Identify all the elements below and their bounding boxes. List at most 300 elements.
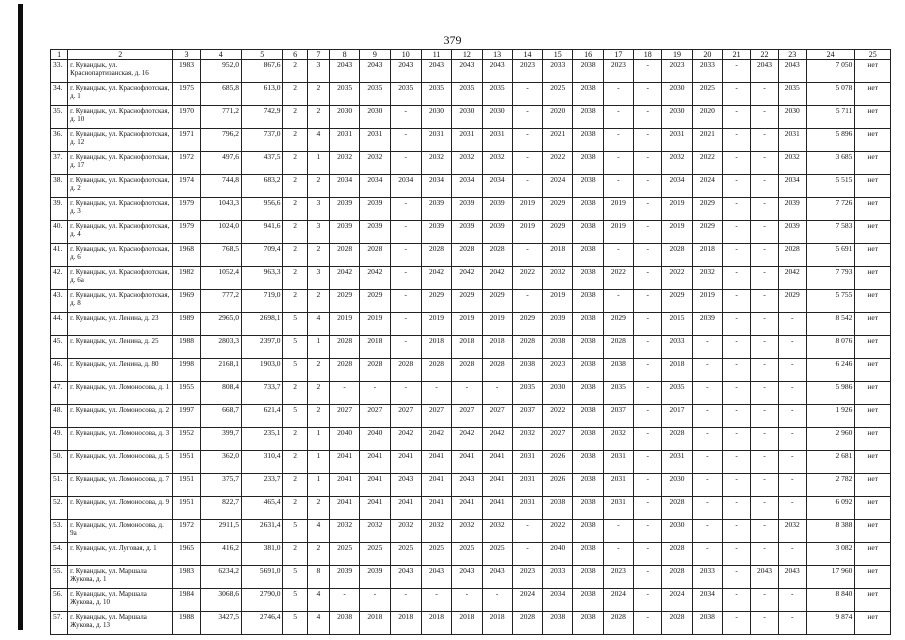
table-cell: 2028 (329, 244, 359, 267)
table-cell: 2015 (662, 313, 692, 336)
table-cell: 1 (307, 428, 329, 451)
table-cell: нет (855, 129, 891, 152)
table-cell: - (751, 244, 778, 267)
table-cell: 2038 (573, 520, 603, 543)
table-cell: 2027 (421, 405, 451, 428)
table-cell: - (723, 267, 751, 290)
table-cell: - (390, 382, 421, 405)
table-cell: 1 (307, 336, 329, 359)
table-cell: 2 (283, 267, 307, 290)
table-cell: 2038 (573, 451, 603, 474)
table-cell: 2043 (421, 60, 451, 83)
table-cell: 1998 (173, 359, 200, 382)
table-cell: - (751, 359, 778, 382)
table-cell: 2024 (662, 589, 692, 612)
table-cell: - (723, 497, 751, 520)
table-cell: - (603, 106, 633, 129)
table-cell: 2028 (390, 359, 421, 382)
table-cell: - (692, 359, 722, 382)
table-cell: 2035 (360, 83, 390, 106)
table-cell: 5 (283, 313, 307, 336)
scan-edge-bar (18, 4, 23, 630)
table-cell: - (634, 129, 662, 152)
table-cell: - (512, 83, 542, 106)
table-cell: 1983 (173, 60, 200, 83)
address-cell: г. Кувандык, ул. Краснофлотская, д. 4 (68, 221, 173, 244)
table-cell: 416,2 (200, 543, 241, 566)
row-number-cell: 38. (51, 175, 68, 198)
table-cell: 2025 (452, 543, 482, 566)
row-number-cell: 48. (51, 405, 68, 428)
table-cell: - (751, 382, 778, 405)
table-cell: 2031 (512, 497, 542, 520)
table-cell: 2029 (452, 290, 482, 313)
address-cell: г. Кувандык, ул. Маршала Жукова, д. 10 (68, 589, 173, 612)
table-cell: - (723, 566, 751, 589)
table-cell: 2038 (573, 175, 603, 198)
table-cell: 613,0 (242, 83, 283, 106)
table-cell: 3 (307, 221, 329, 244)
table-row (51, 290, 891, 313)
table-cell: 952,0 (200, 60, 241, 83)
table-cell: 2038 (573, 313, 603, 336)
table-cell: 2041 (360, 474, 390, 497)
table-cell: 2035 (603, 382, 633, 405)
table-cell: 2032 (692, 267, 722, 290)
address-cell: г. Кувандык, ул. Ленина, д. 25 (68, 336, 173, 359)
table-cell: нет (855, 221, 891, 244)
table-cell: - (634, 359, 662, 382)
table-cell: 1983 (173, 566, 200, 589)
table-cell: 2028 (778, 244, 806, 267)
table-cell: - (512, 175, 542, 198)
table-cell: - (390, 336, 421, 359)
table-cell: 822,7 (200, 497, 241, 520)
column-number-cell: 25 (855, 50, 891, 60)
table-cell: 2043 (452, 566, 482, 589)
table-cell: - (390, 129, 421, 152)
table-cell: - (778, 543, 806, 566)
table-cell: 685,8 (200, 83, 241, 106)
table-cell: 17 960 (806, 566, 855, 589)
table-cell: 2043 (778, 60, 806, 83)
column-number-cell: 7 (307, 50, 329, 60)
table-cell: 2022 (543, 405, 573, 428)
row-number-cell: 55. (51, 566, 68, 589)
table-cell: 2035 (778, 83, 806, 106)
row-number-cell: 57. (51, 612, 68, 635)
table-cell: - (723, 451, 751, 474)
table-cell: 2039 (360, 221, 390, 244)
table-cell: 2039 (421, 221, 451, 244)
table-cell: 2035 (452, 83, 482, 106)
table-cell: 465,4 (242, 497, 283, 520)
table-cell: 1052,4 (200, 267, 241, 290)
table-cell: 2397,0 (242, 336, 283, 359)
table-cell: 2017 (662, 405, 692, 428)
address-cell: г. Кувандык, ул. Краснофлотская, д. 6 (68, 244, 173, 267)
table-cell: - (751, 106, 778, 129)
table-cell: - (603, 520, 633, 543)
table-cell: - (751, 451, 778, 474)
table-cell: - (634, 175, 662, 198)
table-cell: 2018 (482, 612, 512, 635)
table-cell: 1 (307, 152, 329, 175)
table-cell: 2028 (512, 336, 542, 359)
table-row (51, 175, 891, 198)
table-cell: - (778, 451, 806, 474)
table-cell: нет (855, 589, 891, 612)
table-cell: - (723, 198, 751, 221)
table-cell: - (692, 520, 722, 543)
table-cell: 2027 (543, 428, 573, 451)
table-cell: 2041 (452, 497, 482, 520)
table-row (51, 543, 891, 566)
table-cell: 2038 (573, 382, 603, 405)
address-cell: г. Кувандык, ул. Ленина, д. 80 (68, 359, 173, 382)
table-row (51, 382, 891, 405)
table-cell: 2043 (452, 60, 482, 83)
table-cell: нет (855, 474, 891, 497)
table-cell: - (751, 129, 778, 152)
table-cell: 2039 (329, 221, 359, 244)
row-number-cell: 39. (51, 198, 68, 221)
table-cell: 2042 (482, 428, 512, 451)
table-cell: - (778, 474, 806, 497)
table-cell: 668,7 (200, 405, 241, 428)
table-cell: 9 874 (806, 612, 855, 635)
table-cell: 2041 (329, 497, 359, 520)
row-number-cell: 44. (51, 313, 68, 336)
table-cell: 2031 (329, 129, 359, 152)
table-cell: 2 (307, 405, 329, 428)
table-cell: - (778, 359, 806, 382)
table-cell: 2032 (329, 152, 359, 175)
column-number-cell: 24 (806, 50, 855, 60)
table-cell: - (692, 497, 722, 520)
table-cell: - (634, 497, 662, 520)
table-cell: 2031 (512, 474, 542, 497)
table-cell: - (751, 336, 778, 359)
address-cell: г. Кувандык, ул. Ломоносова, д. 1 (68, 382, 173, 405)
table-cell: нет (855, 60, 891, 83)
table-cell: 2031 (482, 129, 512, 152)
address-cell: г. Кувандык, ул. Ленина, д. 23 (68, 313, 173, 336)
table-cell: 2042 (482, 267, 512, 290)
table-cell: 2018 (421, 336, 451, 359)
table-cell: 2033 (692, 60, 722, 83)
table-cell: 2 (307, 106, 329, 129)
table-cell: - (634, 612, 662, 635)
table-cell: 2042 (421, 428, 451, 451)
address-cell: г. Кувандык, ул. Краснофлотская, д. 6а (68, 267, 173, 290)
table-cell: 8 (307, 566, 329, 589)
table-cell: 2038 (573, 106, 603, 129)
table-cell: 2031 (603, 474, 633, 497)
address-cell: г. Кувандык, ул. Краснофлотская, д. 8 (68, 290, 173, 313)
table-cell: 399,7 (200, 428, 241, 451)
table-cell: 2020 (543, 106, 573, 129)
table-cell: 2034 (390, 175, 421, 198)
table-cell: нет (855, 290, 891, 313)
table-cell: 1951 (173, 497, 200, 520)
table-cell: 2032 (452, 152, 482, 175)
row-number-cell: 49. (51, 428, 68, 451)
table-cell: 2019 (421, 313, 451, 336)
table-cell: 2038 (573, 543, 603, 566)
table-row (51, 405, 891, 428)
row-number-cell: 56. (51, 589, 68, 612)
table-cell: 2032 (482, 520, 512, 543)
table-cell: 2019 (482, 313, 512, 336)
table-cell: 2034 (329, 175, 359, 198)
table-row (51, 83, 891, 106)
table-cell: 2028 (512, 612, 542, 635)
table-cell: - (723, 290, 751, 313)
table-cell: 2039 (329, 566, 359, 589)
table-cell: 2 (283, 290, 307, 313)
address-cell: г. Кувандык, ул. Ломоносова, д. 9а (68, 520, 173, 543)
table-cell: - (603, 543, 633, 566)
table-cell: 2033 (692, 566, 722, 589)
table-cell: 2 (307, 175, 329, 198)
table-cell: 2042 (421, 267, 451, 290)
table-row (51, 451, 891, 474)
table-row (51, 589, 891, 612)
row-number-cell: 45. (51, 336, 68, 359)
table-cell: 1979 (173, 198, 200, 221)
table-cell: 5 (283, 589, 307, 612)
table-cell: 2043 (329, 60, 359, 83)
table-cell: - (692, 382, 722, 405)
table-cell: 2035 (482, 83, 512, 106)
table-cell: 2028 (662, 428, 692, 451)
table-cell: 5691,0 (242, 566, 283, 589)
table-cell: 5 896 (806, 129, 855, 152)
table-cell: 2031 (662, 129, 692, 152)
table-cell: - (723, 106, 751, 129)
table-row (51, 566, 891, 589)
table-cell: нет (855, 267, 891, 290)
table-cell: 2 (283, 60, 307, 83)
table-cell: 2018 (543, 244, 573, 267)
table-cell: 2041 (482, 474, 512, 497)
table-cell: 2029 (543, 198, 573, 221)
table-cell: - (512, 244, 542, 267)
table-cell: 2029 (543, 221, 573, 244)
table-cell: 2022 (543, 152, 573, 175)
address-cell: г. Кувандык, ул. Маршала Жукова, д. 13 (68, 612, 173, 635)
table-cell: - (512, 152, 542, 175)
table-cell: нет (855, 336, 891, 359)
table-cell: 2018 (452, 612, 482, 635)
table-cell: - (751, 497, 778, 520)
table-cell: 2019 (452, 313, 482, 336)
table-cell: 2040 (543, 543, 573, 566)
table-cell: нет (855, 451, 891, 474)
table-cell: 5 691 (806, 244, 855, 267)
table-cell: 2039 (482, 198, 512, 221)
table-cell: - (634, 520, 662, 543)
table-cell: 2043 (421, 566, 451, 589)
table-cell: 2031 (512, 451, 542, 474)
table-cell: - (390, 267, 421, 290)
column-number-cell: 17 (603, 50, 633, 60)
table-cell: 2025 (482, 543, 512, 566)
row-number-cell: 41. (51, 244, 68, 267)
table-row (51, 106, 891, 129)
table-cell: - (723, 520, 751, 543)
table-cell: - (778, 382, 806, 405)
table-cell: - (723, 175, 751, 198)
table-cell: - (692, 474, 722, 497)
table-cell: 5 (283, 566, 307, 589)
table-cell: 2 (307, 543, 329, 566)
row-number-cell: 36. (51, 129, 68, 152)
column-number-cell: 12 (452, 50, 482, 60)
table-cell: 2911,5 (200, 520, 241, 543)
table-cell: 2026 (543, 451, 573, 474)
table-cell: - (634, 451, 662, 474)
table-cell: 1903,0 (242, 359, 283, 382)
table-cell: 497,6 (200, 152, 241, 175)
table-row (51, 313, 891, 336)
table-cell: 2028 (662, 612, 692, 635)
table-cell: нет (855, 244, 891, 267)
address-cell: г. Кувандык, ул. Ломоносова, д. 5 (68, 451, 173, 474)
table-cell: 5 078 (806, 83, 855, 106)
table-cell: - (603, 244, 633, 267)
table-cell: - (390, 152, 421, 175)
table-cell: 2031 (603, 451, 633, 474)
table-cell: - (723, 313, 751, 336)
table-cell: 2039 (778, 221, 806, 244)
table-cell: 2 (283, 83, 307, 106)
table-cell: 2032 (421, 520, 451, 543)
table-cell: 2039 (452, 198, 482, 221)
table-cell: 2032 (512, 428, 542, 451)
table-cell: 2 (283, 221, 307, 244)
table-cell: - (360, 589, 390, 612)
table-cell: 2028 (662, 543, 692, 566)
column-number-cell: 8 (329, 50, 359, 60)
table-cell: 2038 (329, 612, 359, 635)
address-cell: г. Кувандык, ул. Ломоносова, д. 2 (68, 405, 173, 428)
table-cell: 310,4 (242, 451, 283, 474)
column-number-cell: 13 (482, 50, 512, 60)
table-cell: 2039 (452, 221, 482, 244)
table-cell: 2033 (543, 566, 573, 589)
table-cell: 7 050 (806, 60, 855, 83)
table-cell: 3 082 (806, 543, 855, 566)
table-cell: 1952 (173, 428, 200, 451)
table-cell: 2790,0 (242, 589, 283, 612)
address-cell: г. Кувандык, ул. Ломоносова, д. 7 (68, 474, 173, 497)
table-cell: - (329, 382, 359, 405)
table-cell: нет (855, 497, 891, 520)
table-cell: 2 (283, 244, 307, 267)
table-cell: - (692, 405, 722, 428)
table-cell: - (512, 290, 542, 313)
table-cell: 5 711 (806, 106, 855, 129)
table-cell: 2038 (573, 129, 603, 152)
table-cell: - (390, 313, 421, 336)
table-cell: 2034 (778, 175, 806, 198)
table-cell: 1951 (173, 474, 200, 497)
table-cell: 1971 (173, 129, 200, 152)
table-cell: 8 076 (806, 336, 855, 359)
table-cell: 2032 (543, 267, 573, 290)
table-cell: 1043,3 (200, 198, 241, 221)
row-number-cell: 47. (51, 382, 68, 405)
address-cell: г. Кувандык, ул. Ломоносова, д. 3 (68, 428, 173, 451)
table-cell: 2031 (452, 129, 482, 152)
table-cell: 2038 (573, 60, 603, 83)
table-cell: - (751, 221, 778, 244)
table-cell: 2034 (543, 589, 573, 612)
table-cell: - (634, 589, 662, 612)
table-cell: 7 583 (806, 221, 855, 244)
table-cell: 1982 (173, 267, 200, 290)
table-cell: - (751, 612, 778, 635)
table-cell: 2035 (421, 83, 451, 106)
address-cell: г. Кувандык, ул. Краснофлотская, д. 12 (68, 129, 173, 152)
table-cell: 2034 (452, 175, 482, 198)
table-cell: - (512, 129, 542, 152)
table-cell: - (692, 428, 722, 451)
table-cell: 5 (283, 520, 307, 543)
table-cell: 2019 (543, 290, 573, 313)
address-cell: г. Кувандык, ул. Краснофлотская, д. 2 (68, 175, 173, 198)
table-row (51, 221, 891, 244)
table-cell: 2029 (482, 290, 512, 313)
table-cell: нет (855, 152, 891, 175)
row-number-cell: 42. (51, 267, 68, 290)
table-cell: 2 (283, 106, 307, 129)
address-cell: г. Кувандык, ул. Маршала Жукова, д. 1 (68, 566, 173, 589)
column-number-cell: 1 (51, 50, 68, 60)
table-cell: - (751, 198, 778, 221)
column-number-cell: 11 (421, 50, 451, 60)
table-cell: нет (855, 359, 891, 382)
table-cell: 2028 (421, 359, 451, 382)
table-cell: 2018 (452, 336, 482, 359)
table-cell: нет (855, 405, 891, 428)
table-cell: нет (855, 543, 891, 566)
table-cell: 2028 (421, 244, 451, 267)
table-cell: 2019 (603, 221, 633, 244)
table-cell: 2030 (543, 382, 573, 405)
table-cell: 2028 (603, 612, 633, 635)
table-cell: 2027 (452, 405, 482, 428)
table-cell: - (634, 336, 662, 359)
table-cell: 1972 (173, 152, 200, 175)
table-cell: нет (855, 428, 891, 451)
column-number-cell: 21 (723, 50, 751, 60)
table-cell: 2034 (421, 175, 451, 198)
table-cell: 2037 (512, 405, 542, 428)
table-cell: 2038 (573, 198, 603, 221)
table-cell: 1975 (173, 83, 200, 106)
table-cell: 2029 (421, 290, 451, 313)
table-cell: 2038 (573, 221, 603, 244)
table-cell: 1988 (173, 612, 200, 635)
column-number-cell: 5 (242, 50, 283, 60)
table-cell: 2027 (390, 405, 421, 428)
table-cell: - (723, 543, 751, 566)
table-cell: 2043 (390, 60, 421, 83)
table-cell: 2031 (421, 129, 451, 152)
